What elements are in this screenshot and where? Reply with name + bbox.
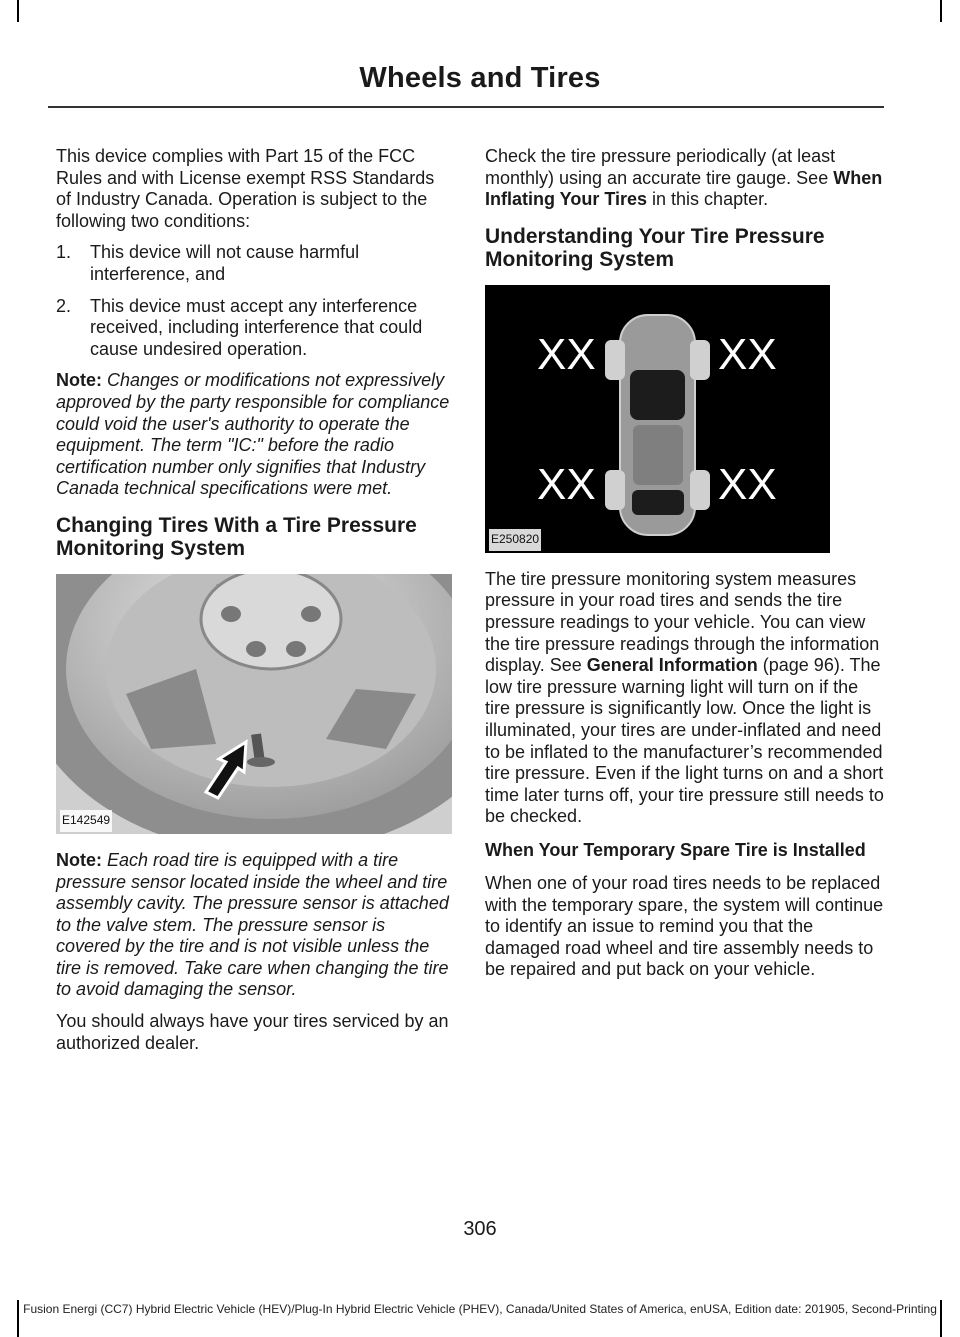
text-span: in this chapter.: [647, 189, 769, 210]
list-text: This device must accept any interference received, including interference that could cause undesired operation.: [90, 295, 423, 359]
spare-tire-paragraph: When one of your road tires needs to be replaced with the temporary spare, the system will continue to identify an issue to remind you that the damaged road wheel and tire assembly needs to be repaired and put back on your vehicle.: [485, 872, 884, 980]
right-column: [485, 146, 885, 991]
subheading-spare-tire: When Your Temporary Spare Tire is Installed: [485, 839, 866, 860]
figure-id: E250820: [489, 529, 541, 551]
cross-reference-link[interactable]: General Information: [586, 655, 758, 676]
tire-reading-front-right: XX: [718, 329, 777, 379]
fcc-intro: This device complies with Part 15 of the FCC Rules and with License exempt RSS Standards of Industry Canada. Operation is subject to the following two conditions:: [56, 146, 435, 231]
footer-text: Fusion Energi (CC7) Hybrid Electric Vehicle (HEV)/Plug-In Hybrid Electric Vehicle (PHEV), Canada/United States of America, enUSA, Edition date: 201905, Second-Printing: [23, 1302, 937, 1316]
text-span: The tire pressure monitoring system measures pressure in your road tires and sends the tire pressure readings to your vehicle. You can view the tire pressure readings through the information display. See: [485, 568, 880, 676]
note-sensor: [56, 850, 452, 1001]
tire-reading-front-left: XX: [537, 329, 596, 379]
service-paragraph: You should always have your tires serviced by an authorized dealer.: [56, 1011, 449, 1053]
section-heading-changing-tires: Changing Tires With a Tire Pressure Monitoring System: [56, 513, 417, 560]
note-label: Note:: [56, 370, 102, 391]
tire-reading-rear-left: XX: [537, 459, 596, 509]
section-heading-tpms: Understanding Your Tire Pressure Monitoring System: [485, 224, 825, 271]
header-rule: [48, 106, 884, 108]
note-text: Each road tire is equipped with a tire pressure sensor located inside the wheel and tire assembly cavity. The pressure sensor is attached to the valve stem. The pressure sensor is covered by the tire and is not visible unless the tire is removed. Take care when changing the tire to avoid damaging the sensor.: [56, 849, 449, 1000]
page-number: 306: [463, 1218, 497, 1240]
valve-stem-figure: [56, 574, 452, 834]
list-item: [56, 242, 452, 285]
left-column: [56, 146, 452, 1064]
tire-reading-rear-right: XX: [718, 459, 777, 509]
text-span: (page 96). The low tire pressure warning light will turn on if the tire pressure is significantly low. Once the light is illuminated, your tires are under-inflated and need to be inflated to the manufacturer’s recommended tire pressure. Even if the light turns on and a short time later turns off, your tire pressure still needs to be checked.: [485, 655, 884, 827]
note-text: Changes or modifications not expressively approved by the party responsible for compliance could void the user's authority to operate the equipment. The term "IC:" before the radio certification number only signifies that Industry Canada technical specifications were met.: [56, 370, 450, 499]
list-number: 1.: [56, 242, 72, 263]
crop-mark-top-right: [940, 0, 942, 22]
crop-mark-top-left: [17, 0, 19, 22]
list-text: This device will not cause harmful interference, and: [90, 242, 360, 284]
tpms-description-paragraph: [485, 569, 885, 828]
tpms-display-illustration: [485, 285, 830, 553]
wheel-illustration: [56, 574, 452, 834]
list-item: [56, 296, 452, 361]
note-fcc: [56, 370, 452, 500]
text-span: Check the tire pressure periodically (at least monthly) using an accurate tire gauge. See: [485, 146, 836, 188]
tpms-display-figure: [485, 285, 830, 553]
list-number: 2.: [56, 295, 72, 316]
page-title: Wheels and Tires: [359, 62, 601, 94]
note-label: Note:: [56, 849, 102, 870]
figure-id: E142549: [60, 810, 112, 832]
check-pressure-paragraph: [485, 146, 885, 211]
cross-reference-link[interactable]: When Inflating Your Tires: [485, 167, 883, 210]
